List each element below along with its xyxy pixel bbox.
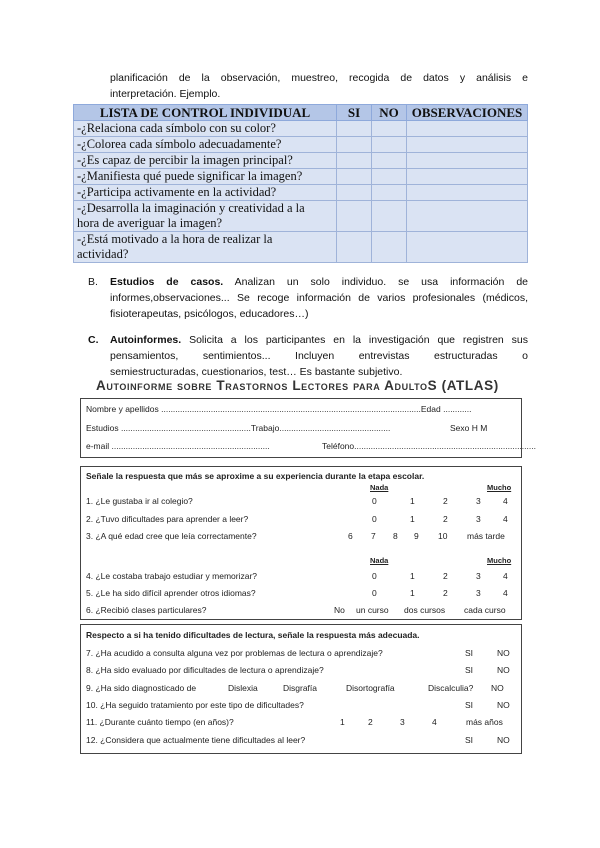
intro-paragraph <box>110 70 528 102</box>
no-cell[interactable] <box>372 121 407 137</box>
scale-mucho-label: Mucho <box>487 483 512 492</box>
question-6: 6. ¿Recibió clases particulares? <box>86 605 207 615</box>
scale-nada-label: Nada <box>370 556 389 565</box>
checklist-header-row <box>74 105 528 121</box>
question-5: 5. ¿Le ha sido difícil aprender otros idiomas? <box>86 588 256 598</box>
section-c-label: C. <box>88 334 99 346</box>
scale-option[interactable]: 1 <box>410 496 415 506</box>
question-8: 8. ¿Ha sido evaluado por dificultades de lectura o aprendizaje? <box>86 665 324 675</box>
question-2: 2. ¿Tuvo dificultades para aprender a leer? <box>86 514 249 524</box>
row-item <box>74 232 337 263</box>
row-item: -¿Manifiesta qué puede significar la imagen? <box>74 169 337 185</box>
section-c-line-1: Solicita a los participantes en la investigación que registren sus <box>181 334 528 346</box>
si-option[interactable]: SI <box>465 735 474 745</box>
no-option[interactable]: NO <box>497 648 510 658</box>
row-item: -¿Colorea cada símbolo adecuadamente? <box>74 137 337 153</box>
scale-option[interactable]: 2 <box>443 496 448 506</box>
header-si: SI <box>337 105 372 121</box>
question-1: 1. ¿Le gustaba ir al colegio? <box>86 496 193 506</box>
years-option[interactable]: 2 <box>368 717 373 727</box>
estudios-field[interactable]: Estudios .......................................................Trabajo............................................... <box>86 423 391 433</box>
age-option[interactable]: 8 <box>393 531 398 541</box>
question-3: 3. ¿A qué edad cree que leía correctamente? <box>86 531 257 541</box>
row-item: -¿Relaciona cada símbolo con su color? <box>74 121 337 137</box>
table-row <box>74 169 528 185</box>
row-item: -¿Es capaz de percibir la imagen principal? <box>74 153 337 169</box>
si-cell[interactable] <box>337 232 372 263</box>
scale-mucho-label: Mucho <box>487 556 512 565</box>
classes-option[interactable]: cada curso <box>464 605 506 615</box>
scale-option[interactable]: 1 <box>410 588 415 598</box>
question-4: 4. ¿Le costaba trabajo estudiar y memorizar? <box>86 571 258 581</box>
section-c-line-2: pensamientos, sentimientos... Incluyen entrevistas estructuradas o <box>110 350 528 362</box>
classes-option[interactable]: dos cursos <box>404 605 446 615</box>
checklist-table <box>73 104 528 263</box>
table-row <box>74 153 528 169</box>
row-item <box>74 201 337 232</box>
scale-option[interactable]: 3 <box>476 514 481 524</box>
question-10: 10. ¿Ha seguido tratamiento por este tipo de dificultades? <box>86 700 304 710</box>
intro-line-2: interpretación. Ejemplo. <box>110 88 221 100</box>
age-option[interactable]: más tarde <box>467 531 505 541</box>
no-cell[interactable] <box>372 153 407 169</box>
table-row <box>74 121 528 137</box>
diagnosis-option[interactable]: Dislexia <box>228 683 258 693</box>
age-option[interactable]: 7 <box>371 531 376 541</box>
si-option[interactable]: SI <box>465 648 474 658</box>
observaciones-cell[interactable] <box>407 153 528 169</box>
no-option[interactable]: NO <box>497 735 510 745</box>
si-cell[interactable] <box>337 121 372 137</box>
table-row <box>74 232 528 263</box>
observaciones-cell[interactable] <box>407 185 528 201</box>
section-b-line-1: Analizan un solo individuo. se usa información de <box>223 276 528 288</box>
header-observaciones: OBSERVACIONES <box>407 105 528 121</box>
scale-option[interactable]: 1 <box>410 514 415 524</box>
sexo-field[interactable]: Sexo H M <box>450 423 488 433</box>
observaciones-cell[interactable] <box>407 201 528 232</box>
scale-option[interactable]: 4 <box>503 496 508 506</box>
email-field[interactable]: e-mail ................................................................... <box>86 441 270 451</box>
school-heading: Señale la respuesta que más se aproxime a su experiencia durante la etapa escolar. <box>86 471 425 481</box>
header-no: NO <box>372 105 407 121</box>
no-cell[interactable] <box>372 185 407 201</box>
classes-option[interactable]: No <box>334 605 345 615</box>
question-12: 12. ¿Considera que actualmente tiene dificultades al leer? <box>86 735 306 745</box>
no-cell[interactable] <box>372 169 407 185</box>
no-cell[interactable] <box>372 137 407 153</box>
diagnosis-option[interactable]: Disgrafía <box>283 683 318 693</box>
section-c-title: Autoinformes. <box>110 334 182 346</box>
no-cell[interactable] <box>372 201 407 232</box>
si-cell[interactable] <box>337 153 372 169</box>
scale-option[interactable]: 3 <box>476 571 481 581</box>
scale-option[interactable]: 2 <box>443 514 448 524</box>
si-cell[interactable] <box>337 169 372 185</box>
no-cell[interactable] <box>372 232 407 263</box>
question-7: 7. ¿Ha acudido a consulta alguna vez por problemas de lectura o aprendizaje? <box>86 648 383 658</box>
si-cell[interactable] <box>337 185 372 201</box>
years-option[interactable]: 3 <box>400 717 405 727</box>
si-option[interactable]: SI <box>465 700 474 710</box>
row-item: -¿Participa activamente en la actividad? <box>74 185 337 201</box>
scale-nada-label: Nada <box>370 483 389 492</box>
section-c-line-3: semiestructuradas, cuestionarios, test… Es bastante subjetivo. <box>110 366 403 378</box>
si-cell[interactable] <box>337 201 372 232</box>
scale-option[interactable]: 2 <box>443 571 448 581</box>
section-c-text <box>110 332 528 380</box>
header-lista: LISTA DE CONTROL INDIVIDUAL <box>74 105 337 121</box>
nombre-field[interactable]: Nombre y apellidos ..............................................................................................................Edad ............ <box>86 404 472 414</box>
scale-option[interactable]: 3 <box>476 496 481 506</box>
telefono-field[interactable]: Teléfono............................................................................. <box>322 441 536 451</box>
no-option[interactable]: NO <box>497 665 510 675</box>
no-option[interactable]: NO <box>491 683 504 693</box>
atlas-title: Autoinforme sobre Trastornos Lectores para AdultoS (ATLAS) <box>96 378 499 393</box>
diagnosis-option[interactable]: Disortografía <box>346 683 395 693</box>
scale-option[interactable]: 4 <box>503 514 508 524</box>
scale-option[interactable]: 4 <box>503 571 508 581</box>
classes-option[interactable]: un curso <box>356 605 389 615</box>
scale-option[interactable]: 0 <box>372 571 377 581</box>
scale-option[interactable]: 2 <box>443 588 448 598</box>
scale-option[interactable]: 3 <box>476 588 481 598</box>
row-item-line: hora de averiguar la imagen? <box>77 216 223 230</box>
row-item-line: actividad? <box>77 247 129 261</box>
table-row <box>74 201 528 232</box>
section-b-line-3: fisioterapeutas, psicólogos, educadores…) <box>110 308 309 320</box>
observaciones-cell[interactable] <box>407 137 528 153</box>
years-option[interactable]: más años <box>466 717 503 727</box>
si-option[interactable]: SI <box>465 665 474 675</box>
years-option[interactable]: 4 <box>432 717 437 727</box>
age-option[interactable]: 9 <box>414 531 419 541</box>
observaciones-cell[interactable] <box>407 169 528 185</box>
scale-option[interactable]: 0 <box>372 514 377 524</box>
section-b-title: Estudios de casos. <box>110 276 224 288</box>
difficulties-heading: Respecto a si ha tenido dificultades de lectura, señale la respuesta más adecuada. <box>86 630 420 640</box>
section-b-text <box>110 274 528 322</box>
table-row <box>74 185 528 201</box>
question-9: 9. ¿Ha sido diagnosticado de <box>86 683 197 693</box>
years-option[interactable]: 1 <box>340 717 345 727</box>
si-cell[interactable] <box>337 137 372 153</box>
observaciones-cell[interactable] <box>407 232 528 263</box>
age-option[interactable]: 6 <box>348 531 353 541</box>
row-item-line: -¿Desarrolla la imaginación y creatividad a la <box>77 201 305 215</box>
section-b-label: B. <box>88 276 98 288</box>
observaciones-cell[interactable] <box>407 121 528 137</box>
scale-option[interactable]: 0 <box>372 496 377 506</box>
no-option[interactable]: NO <box>497 700 510 710</box>
row-item-line: -¿Está motivado a la hora de realizar la <box>77 232 273 246</box>
intro-line-1: planificación de la observación, muestreo, recogida de datos y análisis e <box>110 72 528 84</box>
section-b-line-2: informes,observaciones... Se recoge información de varios profesionales (médicos, <box>110 292 528 304</box>
diagnosis-option[interactable]: Discalculia? <box>428 683 474 693</box>
question-11: 11. ¿Durante cuánto tiempo (en años)? <box>86 717 234 727</box>
scale-option[interactable]: 0 <box>372 588 377 598</box>
scale-option[interactable]: 1 <box>410 571 415 581</box>
table-row <box>74 137 528 153</box>
age-option[interactable]: 10 <box>438 531 448 541</box>
scale-option[interactable]: 4 <box>503 588 508 598</box>
